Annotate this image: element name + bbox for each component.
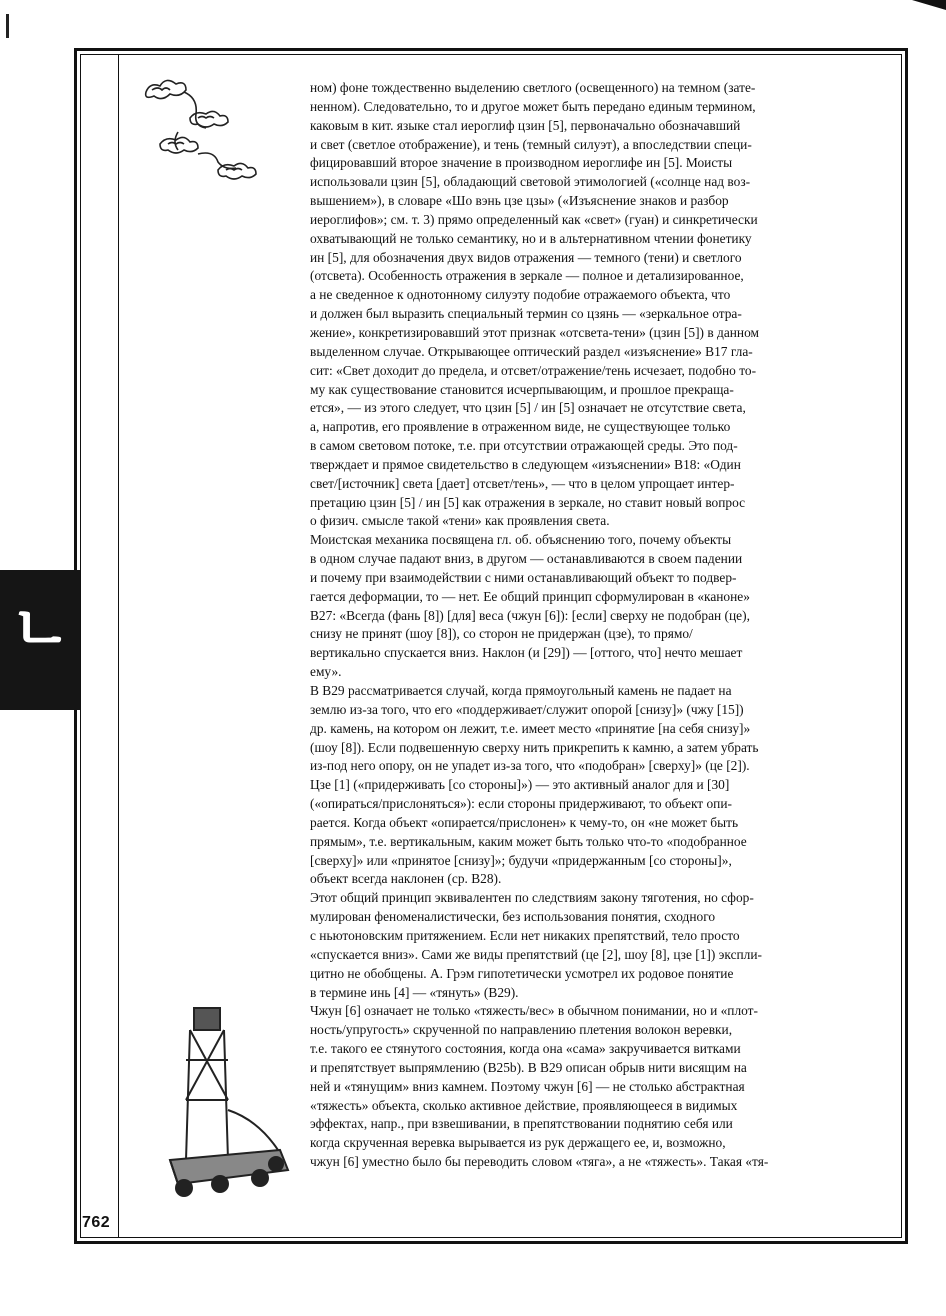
text-line: др. камень, на котором он лежит, т.е. имеет место «принятие [на себя снизу]»	[310, 720, 751, 736]
text-line: ней и «тянущим» вниз камнем. Поэтому чжун [6] — не столько абстрактная	[310, 1078, 745, 1094]
text-line: чжун [6] уместно было бы переводить словом «тяга», а не «тяжесть». Такая «тя-	[310, 1154, 769, 1170]
text-line: Этот общий принцип эквивалентен по следствиям закону тяготения, но сфор-	[310, 890, 754, 906]
text-line: и должен был выразить специальный термин со цзянь — «зеркальное отра-	[310, 306, 742, 322]
chapter-tab	[0, 570, 80, 710]
text-line: («опираться/прислоняться»): если стороны придерживают, то объект опи-	[310, 796, 732, 812]
text-line: мулирован феноменалистически, без использования понятия, сходного	[310, 909, 716, 925]
text-line: в самом световом потоке, т.е. при отсутствии отражающей среды. Это под-	[310, 438, 738, 454]
text-line: в одном случае падают вниз, в другом — останавливаются в своем падении	[310, 551, 743, 567]
text-line: и препятствует выпрямлению (B25b). В B29 описан обрыв нити висящим на	[310, 1059, 747, 1075]
text-line: гается деформации, то — нет. Ее общий принцип сформулирован в «каноне»	[310, 588, 750, 604]
binding-mark	[6, 14, 9, 38]
text-line: ется», — из этого следует, что цзин [5] / ин [5] означает не отсутствие света,	[310, 400, 746, 416]
text-line: в термине инь [4] — «тянуть» (B29).	[310, 984, 519, 1000]
text-line: сит: «Свет доходит до предела, и отсвет/отражение/тень исчезает, подобно то-	[310, 362, 757, 378]
text-line: эффектах, напр., при взвешивании, в препятствовании поднятию себя или	[310, 1116, 733, 1132]
text-line: снизу не принят (шоу [8]), со сторон не придержан (цзе), то прямо/	[310, 626, 693, 642]
text-line: ему».	[310, 664, 342, 680]
text-line: выделенном случае. Открывающее оптический раздел «изъяснение» B17 гла-	[310, 343, 753, 359]
body-text	[310, 79, 872, 1172]
text-line: когда скрученная веревка вырывается из рук держащего ее, и, возможно,	[310, 1135, 726, 1151]
text-line: тверждает и прямое свидетельство в следующем «изъяснении» B18: «Один	[310, 456, 741, 472]
text-line: жение», конкретизировавший этот признак «отсвета-тени» (цзин [5]) в данном	[310, 324, 760, 340]
corner-mark	[912, 0, 946, 10]
text-line: ность/упругость» скрученной по направлению плетения волокон веревки,	[310, 1022, 733, 1038]
text-line: и почему при взаимодействии с ними останавливающий объект то подвер-	[310, 569, 737, 585]
text-line: Цзе [1] («придерживать [со стороны]») — это активный аналог для и [30]	[310, 777, 730, 793]
text-line: Чжун [6] означает не только «тяжесть/вес» в обычном понимании, но и «плот-	[310, 1003, 758, 1019]
text-line: с ньютоновским притяжением. Если нет никаких препятствий, тело просто	[310, 927, 740, 943]
text-line: [сверху]» или «принятое [снизу]»; будучи «придержанным [со стороны]»,	[310, 852, 732, 868]
siege-machine-illustration	[150, 1000, 290, 1210]
text-line: объект всегда наклонен (ср. B28).	[310, 871, 502, 887]
text-line: прямым», т.е. вертикальным, каким может быть только что-то «подобранное	[310, 833, 747, 849]
margin-divider	[118, 54, 119, 1238]
text-line: претацию цзин [5] / ин [5] как отражения в зеркале, но ставит новый вопрос	[310, 494, 746, 510]
text-line: о физич. смысле такой «тени» как проявления света.	[310, 513, 610, 529]
text-line: вышением»), в словаре «Шо вэнь цзе цзы» («Изъяснение знаков и разбор	[310, 193, 729, 209]
text-line: иероглифов»; см. т. 3) прямо определенный как «свет» (гуан) и синкретически	[310, 211, 758, 227]
text-line: ном) фоне тождественно выделению светлого (освещенного) на темном (зате-	[310, 80, 756, 95]
cloud-ornament-illustration	[138, 74, 268, 194]
text-line: вертикально спускается вниз. Наклон (и [29]) — [оттого, что] нечто мешает	[310, 645, 743, 661]
text-line: B27: «Всегда (фань [8]) [для] веса (чжун [6]): [если] сверху не подобран (це),	[310, 607, 750, 623]
text-line: каковым в кит. языке стал иероглиф цзин [5], первоначально обозначавший	[310, 117, 741, 133]
text-line: В B29 рассматривается случай, когда прямоугольный камень не падает на	[310, 683, 732, 698]
text-line: и свет (светлое отображение), и тень (темный силуэт), а впоследствии специ-	[310, 136, 752, 152]
text-line: из-под него опору, он не упадет из-за того, что «подобран» [сверху]» (це [2]).	[310, 758, 750, 774]
text-line: му как существование становится исчерпывающим, и прошлое прекраща-	[310, 381, 734, 397]
text-line: (отсвета). Особенность отражения в зеркале — полное и детализированное,	[310, 268, 744, 284]
text-line: т.е. такого ее стянутого состояния, когда она «сама» закручивается витками	[310, 1041, 741, 1057]
text-line: «тяжесть» объекта, сколько активное действие, проявляющееся в видимых	[310, 1097, 738, 1113]
text-line: (шоу [8]). Если подвешенную сверху нить прикрепить к камню, а затем убрать	[310, 739, 759, 755]
text-line: землю из-за того, что его «поддерживает/служит опорой [снизу]» (чжу [15])	[310, 701, 744, 717]
text-line: ин [5], для обозначения двух видов отражения — темного (тени) и светлого	[310, 249, 742, 265]
text-line: рается. Когда объект «опирается/прислонен» к чему-то, он «не может быть	[310, 814, 739, 830]
text-line: использовали цзин [5], обладающий световой этимологией («солнце над воз-	[310, 174, 751, 190]
chapter-tab-glyph: ㄴ	[10, 593, 72, 667]
text-line: Моистская механика посвящена гл. об. объяснению того, почему объекты	[310, 532, 732, 548]
text-line: а, напротив, его проявление в отраженном виде, не существующее только	[310, 419, 731, 435]
text-line: «спускается вниз». Сами же виды препятствий (це [2], шоу [8], цзе [1]) экспли-	[310, 946, 762, 962]
text-line: а не сведенное к однотонному силуэту подобие отражаемого объекта, что	[310, 287, 731, 303]
text-line: охватывающий не только семантику, но и в альтернативном чтении фонетику	[310, 230, 752, 246]
text-line: фицировавший второе значение в производном иероглифе ин [5]. Моисты	[310, 155, 733, 171]
text-line: свет/[источник] света [дает] отсвет/тень», — что в целом упрощает интер-	[310, 475, 735, 491]
page-number: 762	[82, 1214, 111, 1231]
text-line: цитно не обобщены. А. Грэм гипотетически усмотрел их родовое понятие	[310, 965, 734, 981]
text-line: ненном). Следовательно, то и другое может быть передано единым термином,	[310, 98, 756, 114]
